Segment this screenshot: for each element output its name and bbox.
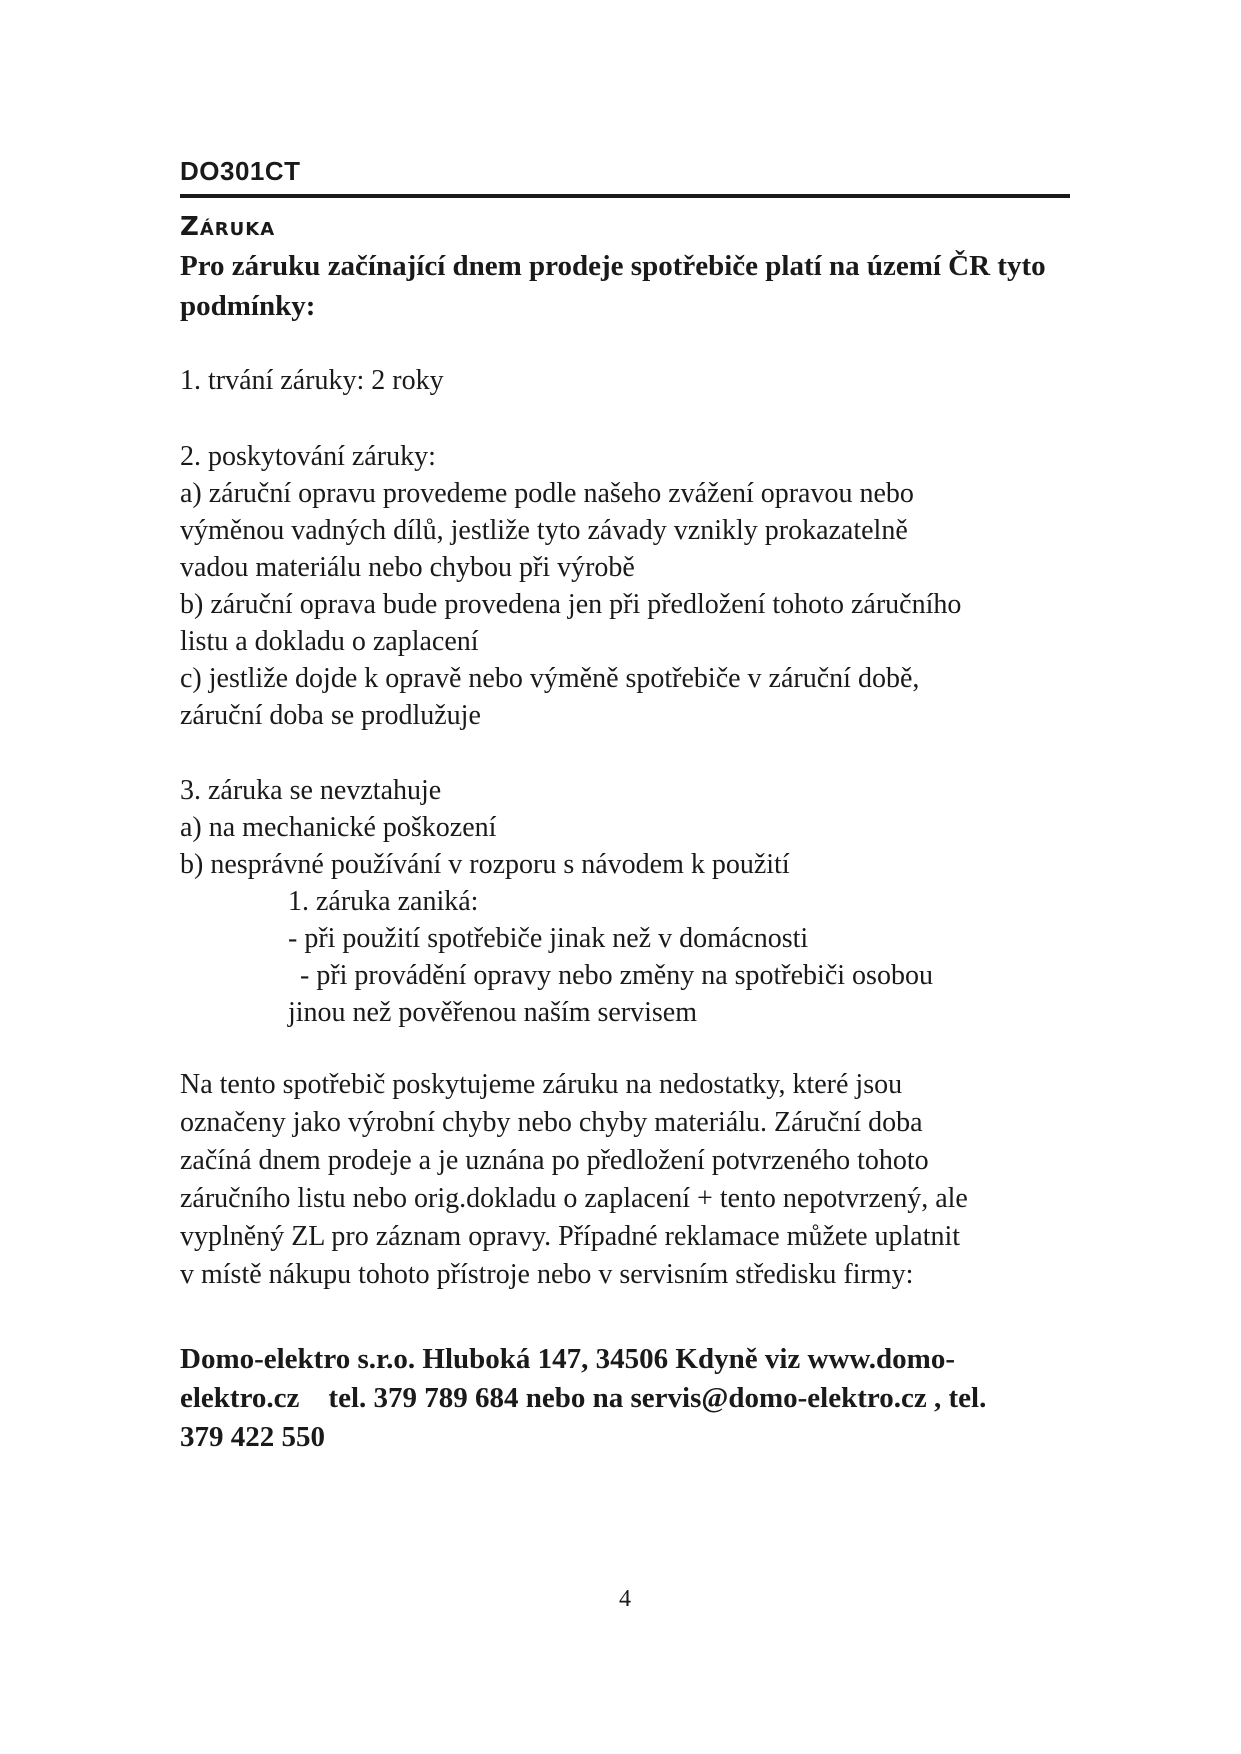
section-line: a) záruční opravu provedeme podle našeho zvážení opravou nebo <box>180 478 914 509</box>
paragraph-line: začíná dnem prodeje a je uznána po předložení potvrzeného tohoto <box>180 1145 929 1176</box>
section-warranty-provision <box>180 438 1070 734</box>
intro-statement: Pro záruku začínající dnem prodeje spotřebiče platí na území ČR tyto podmínky: <box>180 250 1046 322</box>
section-line: 2. poskytování záruky: <box>180 441 436 472</box>
section-line: výměnou vadných dílů, jestliže tyto závady vznikly prokazatelně <box>180 515 908 546</box>
section-line: 1. trvání záruky: 2 roky <box>180 365 444 396</box>
section-line: a) na mechanické poškození <box>180 812 497 843</box>
paragraph-line: záručního listu nebo orig.dokladu o zaplacení + tento nepotvrzený, ale <box>180 1183 968 1214</box>
contact-line: elektro.cz tel. 379 789 684 nebo na servis@domo-elektro.cz , tel. <box>180 1382 987 1414</box>
document-page <box>180 0 1070 1754</box>
sub-line: - při provádění opravy nebo změny na spotřebiči osobou <box>300 960 933 991</box>
section-line: listu a dokladu o zaplacení <box>180 626 479 657</box>
header-rule <box>180 194 1070 198</box>
section-line: b) záruční oprava bude provedena jen při předložení tohoto záručního <box>180 589 962 620</box>
paragraph-line: vyplněný ZL pro záznam opravy. Případné reklamace můžete uplatnit <box>180 1221 961 1252</box>
paragraph-line: označeny jako výrobní chyby nebo chyby materiálu. Záruční doba <box>180 1107 923 1138</box>
section-line: záruční doba se prodlužuje <box>180 700 481 731</box>
sub-line: jinou než pověřenou naším servisem <box>288 997 698 1028</box>
section-line: c) jestliže dojde k opravě nebo výměně spotřebiče v záruční době, <box>180 663 920 694</box>
sub-line: 1. záruka zaniká: <box>288 886 479 917</box>
page-heading: Záruka <box>180 212 276 242</box>
section-warranty-exclusions <box>180 772 1070 1031</box>
contact-info <box>180 1340 1070 1457</box>
contact-line: 379 422 550 <box>180 1421 325 1453</box>
warranty-paragraph <box>180 1066 1070 1294</box>
section-line: b) nesprávné používání v rozporu s návodem k použití <box>180 849 790 880</box>
paragraph-line: v místě nákupu tohoto přístroje nebo v servisním středisku firmy: <box>180 1259 914 1290</box>
contact-line: Domo-elektro s.r.o. Hluboká 147, 34506 Kdyně viz www.domo- <box>180 1343 955 1375</box>
sub-line: - při použití spotřebiče jinak než v domácnosti <box>288 923 809 954</box>
section-line: 3. záruka se nevztahuje <box>180 775 442 806</box>
paragraph-line: Na tento spotřebič poskytujeme záruku na nedostatky, které jsou <box>180 1069 903 1100</box>
section-line: vadou materiálu nebo chybou při výrobě <box>180 552 635 583</box>
model-number: DO301CT <box>180 156 301 186</box>
page-number: 4 <box>619 1586 631 1612</box>
section-warranty-duration <box>180 362 1070 399</box>
